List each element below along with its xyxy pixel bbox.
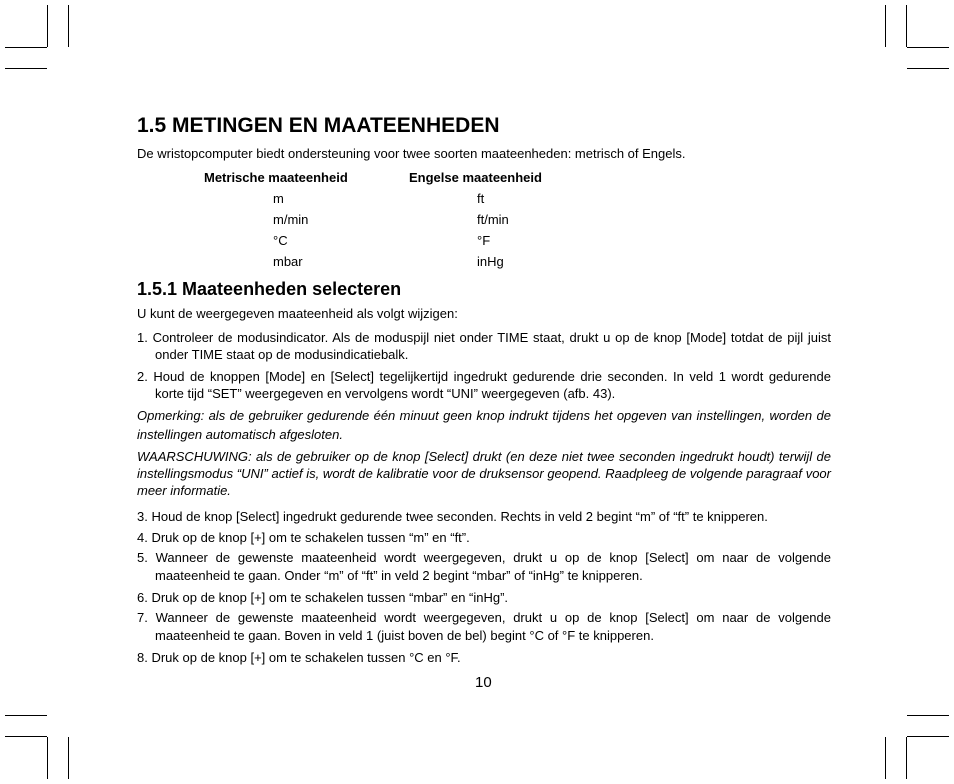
- table-cell-metric: m: [273, 191, 284, 206]
- note-text: Opmerking: als de gebruiker gedurende één minuut geen knop indrukt tijdens het opgeven van instellingen, worden de instellingen automatisch afgesloten.: [137, 408, 831, 442]
- crop-mark: [5, 715, 47, 716]
- page-number: 10: [475, 674, 492, 691]
- table-header-imperial: Engelse maateenheid: [409, 170, 542, 185]
- crop-mark: [5, 736, 47, 737]
- table-cell-metric: °C: [273, 233, 288, 248]
- list-item: 2. Houd de knoppen [Mode] en [Select] tegelijkertijd ingedrukt gedurende drie seconden. In veld 1 wordt gedurende korte tijd “SET” weergegeven en vervolgens wordt “UNI” weergegeven (afb. 43).: [137, 369, 831, 401]
- table-cell-imperial: °F: [477, 233, 491, 248]
- crop-mark: [47, 737, 48, 779]
- section-intro: De wristopcomputer biedt ondersteuning voor twee soorten maateenheden: metrisch of Engels.: [137, 146, 686, 161]
- crop-mark: [885, 5, 886, 47]
- table-header-metric: Metrische maateenheid: [204, 170, 348, 185]
- list-item: 4. Druk op de knop [+] om te schakelen tussen “m” en “ft”.: [137, 530, 470, 545]
- section-title: 1.5 METINGEN EN MAATEENHEDEN: [137, 114, 500, 137]
- crop-mark: [885, 737, 886, 779]
- crop-mark: [907, 68, 949, 69]
- crop-mark: [906, 737, 907, 779]
- table-cell-metric: m/min: [273, 212, 309, 227]
- table-cell-metric: mbar: [273, 254, 303, 269]
- warning-text: WAARSCHUWING: als de gebruiker op de knop [Select] drukt (en deze niet twee seconden ingedrukt houdt) terwijl de instellingsmodus “UNI” actief is, wordt de kalibratie voor de druksensor geopend. Raadpleeg de volgende paragraaf voor meer informatie.: [137, 449, 831, 498]
- crop-mark: [47, 5, 48, 47]
- crop-mark: [5, 68, 47, 69]
- list-item: 7. Wanneer de gewenste maateenheid wordt weergegeven, drukt u op de knop [Select] om naar de volgende maateenheid te gaan. Boven in veld 1 (juist boven de bel) begint °C of °F te knipperen.: [137, 610, 831, 643]
- list-item: 6. Druk op de knop [+] om te schakelen tussen “mbar” en “inHg”.: [137, 590, 509, 605]
- crop-mark: [68, 737, 69, 779]
- crop-mark: [907, 736, 949, 737]
- table-cell-imperial: ft/min: [477, 212, 509, 227]
- crop-mark: [907, 715, 949, 716]
- subsection-intro: U kunt de weergegeven maateenheid als volgt wijzigen:: [137, 306, 458, 321]
- list-item: 5. Wanneer de gewenste maateenheid wordt weergegeven, drukt u op de knop [Select] om naar de volgende maateenheid te gaan. Onder “m” of “ft” in veld 2 begint “mbar” of “inHg” te knipperen.: [137, 550, 831, 583]
- crop-mark: [5, 47, 47, 48]
- table-cell-imperial: inHg: [477, 254, 504, 269]
- list-item: 3. Houd de knop [Select] ingedrukt gedurende twee seconden. Rechts in veld 2 begint “m” of “ft” te knipperen.: [137, 509, 768, 524]
- list-item: 1. Controleer de modusindicator. Als de moduspijl niet onder TIME staat, drukt u op de knop [Mode] totdat de pijl juist onder TIME staat op de modusindicatiebalk.: [137, 330, 831, 362]
- crop-mark: [907, 47, 949, 48]
- table-cell-imperial: ft: [477, 191, 485, 206]
- list-item: 8. Druk op de knop [+] om te schakelen tussen °C en °F.: [137, 650, 461, 665]
- subsection-title: 1.5.1 Maateenheden selecteren: [137, 279, 402, 299]
- crop-mark: [68, 5, 69, 47]
- crop-mark: [906, 5, 907, 47]
